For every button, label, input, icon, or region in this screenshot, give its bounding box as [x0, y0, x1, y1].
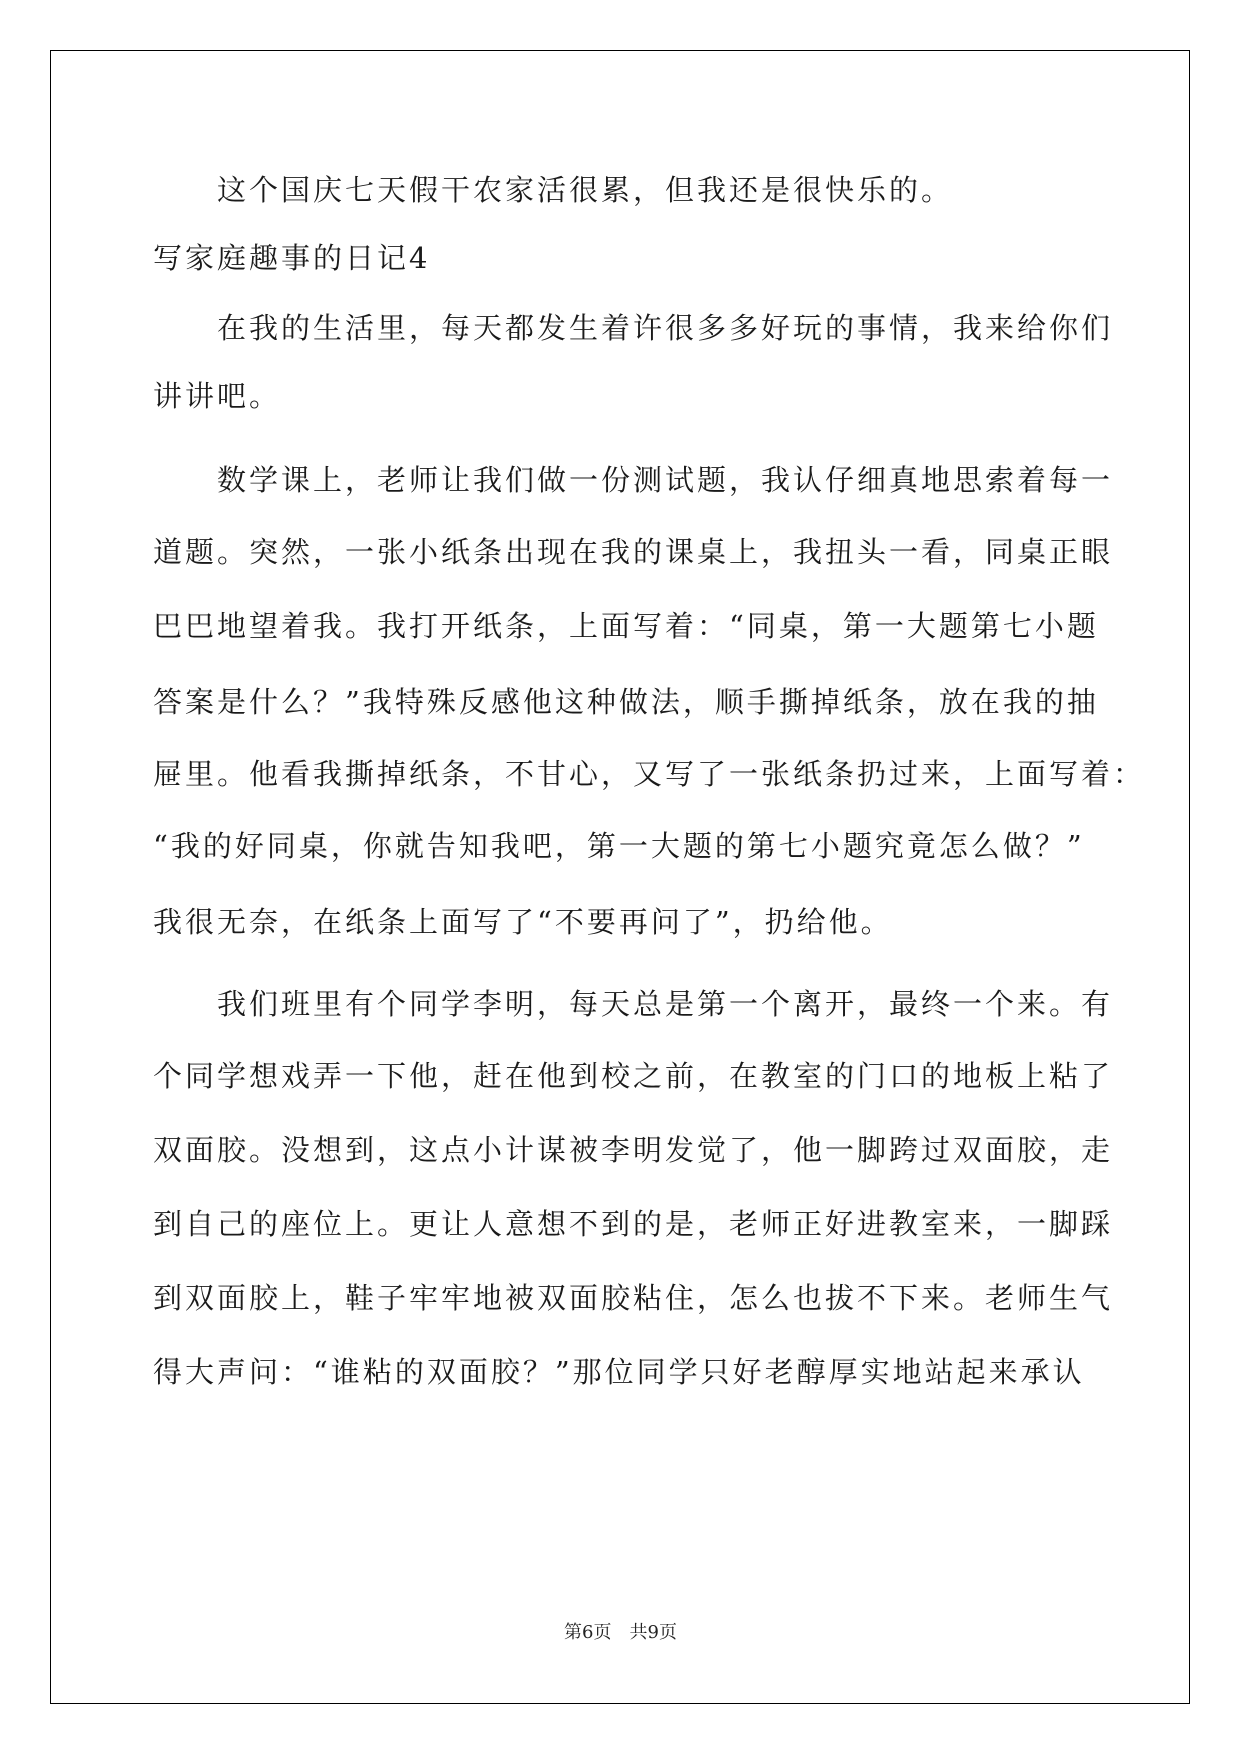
paragraph-line: 个同学想戏弄一下他，赶在他到校之前，在教室的门口的地板上粘了 [153, 1059, 1114, 1093]
paragraph-line: 我很无奈，在纸条上面写了“不要再问了”，扔给他。 [153, 905, 893, 939]
page-number: 第6页 [564, 1622, 612, 1643]
paragraph-line: 我们班里有个同学李明，每天总是第一个离开，最终一个来。有 [153, 987, 1114, 1021]
page-footer [0, 1621, 1241, 1645]
paragraph-line: 屉里。他看我撕掉纸条，不甘心，又写了一张纸条扔过来，上面写着： [153, 757, 1146, 791]
paragraph-line: 到双面胶上，鞋子牢牢地被双面胶粘住，怎么也拔不下来。老师生气 [153, 1281, 1114, 1315]
paragraph-line: 巴巴地望着我。我打开纸条，上面写着：“同桌，第一大题第七小题 [153, 609, 1099, 643]
section-heading: 写家庭趣事的日记4 [153, 241, 431, 275]
paragraph-line: 答案是什么？”我特殊反感他这种做法，顺手撕掉纸条，放在我的抽 [153, 685, 1099, 719]
paragraph-line: 道题。突然，一张小纸条出现在我的课桌上，我扭头一看，同桌正眼 [153, 535, 1114, 569]
paragraph-line: 得大声问：“谁粘的双面胶？”那位同学只好老醇厚实地站起来承认 [153, 1355, 1085, 1389]
page-border [50, 50, 1190, 1704]
page-total: 共9页 [629, 1622, 677, 1643]
paragraph-line: 讲讲吧。 [153, 379, 282, 413]
paragraph-line: 这个国庆七天假干农家活很累，但我还是很快乐的。 [153, 173, 954, 207]
paragraph-line: 数学课上，老师让我们做一份测试题，我认仔细真地思索着每一 [153, 463, 1114, 497]
paragraph-line: 双面胶。没想到，这点小计谋被李明发觉了，他一脚跨过双面胶，走 [153, 1133, 1114, 1167]
paragraph-line: “我的好同桌，你就告知我吧，第一大题的第七小题究竟怎么做？” [153, 829, 1085, 863]
paragraph-line: 在我的生活里，每天都发生着许很多多好玩的事情，我来给你们 [153, 311, 1114, 345]
paragraph-line: 到自己的座位上。更让人意想不到的是，老师正好进教室来，一脚踩 [153, 1207, 1114, 1241]
